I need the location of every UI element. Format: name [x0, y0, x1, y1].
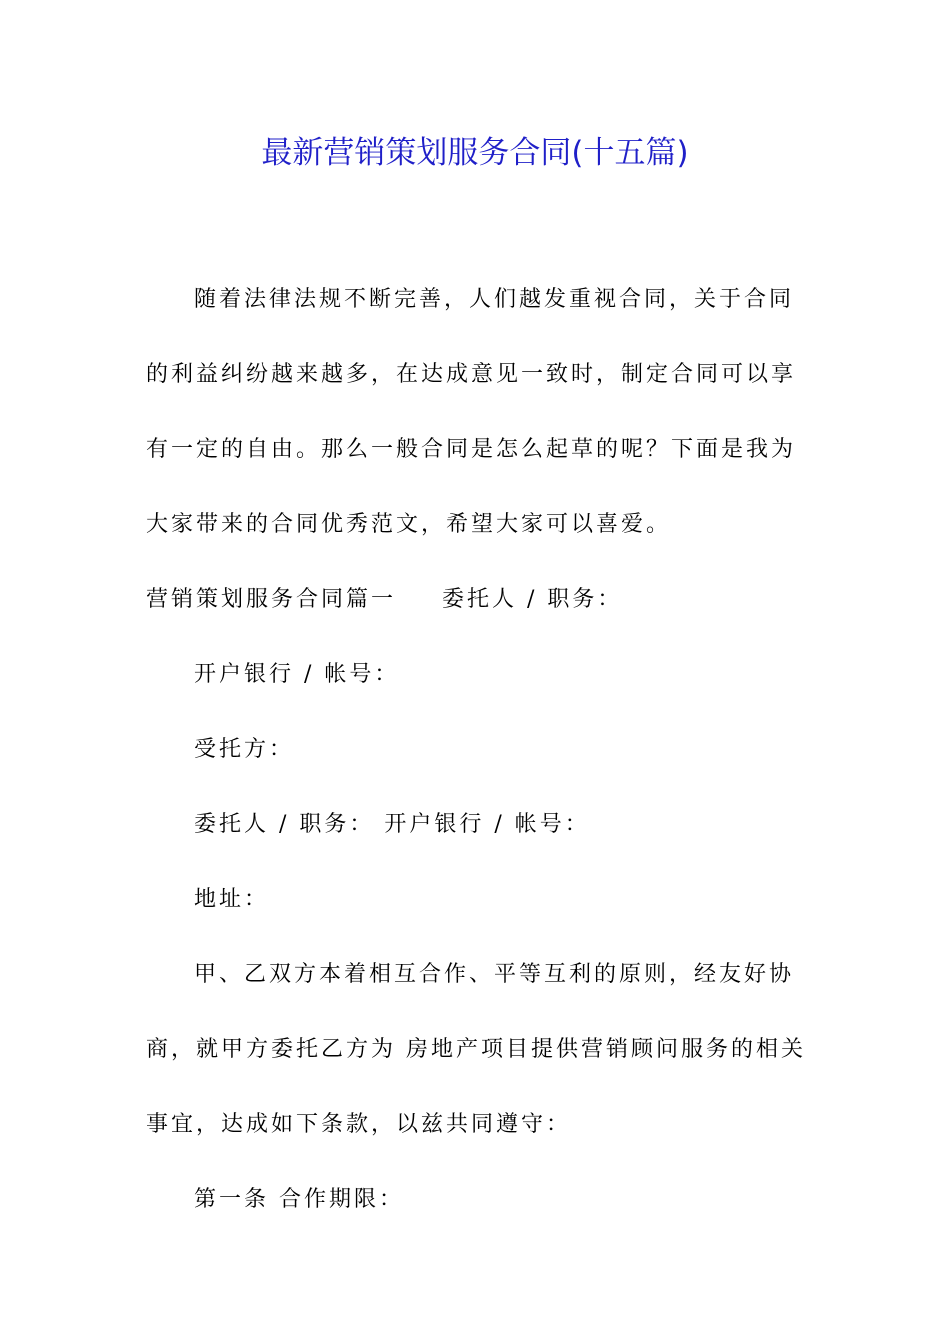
- trustee-line: 受托方：: [194, 737, 295, 762]
- agent-bank-line: 委托人 / 职务： 开户银行 / 帐号：: [194, 812, 590, 837]
- address-line: 地址：: [194, 887, 270, 912]
- principle-paragraph: 甲、乙双方本着相互合作、平等互利的原则，经友好协商，就甲方委托乙方为 房地产项目提供营销顾问服务的相关事宜，达成如下条款，以兹共同遵守：: [146, 962, 806, 1137]
- document-body: [146, 262, 808, 1237]
- section-heading: 营销策划服务合同篇一: [146, 587, 397, 612]
- document-title: 最新营销策划服务合同(十五篇): [261, 135, 689, 171]
- bank-account-line: 开户银行 / 帐号：: [194, 662, 400, 687]
- article-one-heading: 第一条 合作期限：: [194, 1187, 404, 1212]
- intro-paragraph: 随着法律法规不断完善，人们越发重视合同，关于合同的利益纠纷越来越多，在达成意见一致时，制定合同可以享有一定的自由。那么一般合同是怎么起草的呢？下面是我为大家带来的合同优秀范文，希望大家可以喜爱。: [146, 287, 797, 537]
- section-heading-line: [146, 562, 808, 637]
- section-heading-tail: 委托人 / 职务：: [442, 587, 623, 612]
